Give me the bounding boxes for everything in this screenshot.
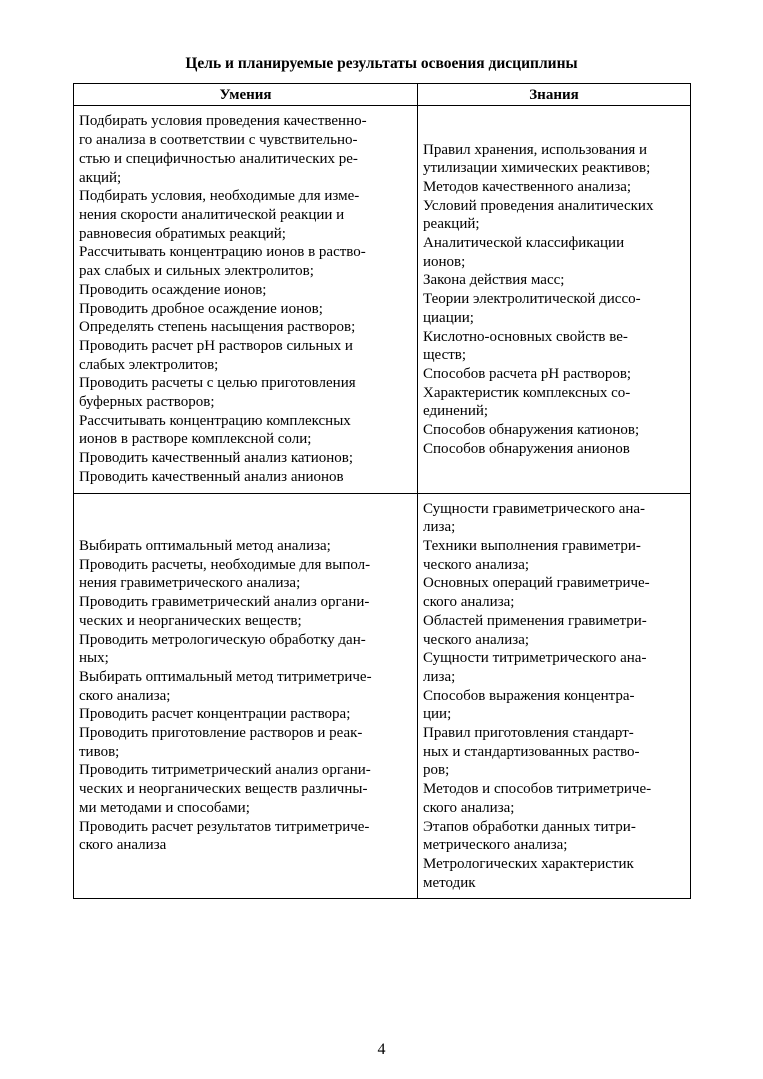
cell-text-line: го анализа в соответствии с чувствительно- (79, 132, 358, 149)
cell-text-line: Проводить приготовление растворов и реак- (79, 725, 363, 742)
cell-text-line: Основных операций гравиметриче- (423, 575, 650, 592)
cell-text-line: ионов в растворе комплексной соли; (79, 431, 312, 448)
cell-text-line: Рассчитывать концентрацию ионов в раство- (79, 244, 366, 261)
table-row (74, 106, 691, 494)
cell-text-line: единений; (423, 403, 489, 420)
skills-cell (74, 106, 418, 494)
cell-text-line: утилизации химических реактивов; (423, 160, 651, 177)
cell-text-line: ского анализа (79, 837, 167, 854)
cell-text-line: Проводить качественный анализ катионов; (79, 450, 354, 467)
cell-text-line: ческих и неорганических веществ; (79, 612, 302, 629)
page-number: 4 (377, 1041, 386, 1058)
table-row (74, 494, 691, 899)
cell-text-line: Кислотно-основных свойств ве- (423, 328, 628, 345)
cell-text-line: Проводить гравиметрический анализ органи- (79, 594, 370, 611)
cell-text-line: нения скорости аналитической реакции и (79, 206, 345, 223)
cell-text-line: Способов выражения концентра- (423, 687, 635, 704)
cell-text-line: буферных растворов; (79, 394, 215, 411)
cell-text-line: Этапов обработки данных титри- (423, 818, 636, 835)
cell-text-line: ции; (423, 706, 452, 723)
cell-text-line: ных и стандартизованных раство- (423, 743, 640, 760)
cell-text-line: методик (423, 874, 476, 891)
cell-text-line: нения гравиметрического анализа; (79, 575, 301, 592)
cell-text-line: ского анализа; (423, 594, 515, 611)
cell-text-line: Сущности титриметрического ана- (423, 650, 647, 667)
cell-text-line: Правил хранения, использования и (423, 141, 648, 158)
cell-text-line: Методов качественного анализа; (423, 178, 632, 195)
cell-text-line: Областей применения гравиметри- (423, 612, 647, 629)
cell-text-line: лиза; (423, 519, 456, 536)
cell-text-line: Выбирать оптимальный метод титриметриче- (79, 668, 372, 685)
cell-text-line: метрического анализа; (423, 837, 568, 854)
cell-text-line: Проводить расчеты, необходимые для выпол- (79, 556, 371, 573)
cell-text-line: ми методами и способами; (79, 799, 250, 816)
cell-text-line: ческого анализа; (423, 556, 530, 573)
cell-text-line: Условий проведения аналитических (423, 197, 654, 214)
cell-text-line: ных; (79, 650, 109, 667)
cell-text-line: слабых электролитов; (79, 356, 219, 373)
cell-text-line: Способов обнаружения анионов (423, 440, 630, 457)
cell-text-line: Подбирать условия проведения качественно- (79, 113, 367, 130)
cell-text-line: Проводить метрологическую обработку дан- (79, 631, 366, 648)
cell-text-line: Метрологических характеристик (423, 855, 634, 872)
cell-text-line: Рассчитывать концентрацию комплексных (79, 412, 351, 429)
goals-table (73, 83, 691, 899)
cell-text-line: ческих и неорганических веществ различны- (79, 781, 368, 798)
cell-text-line: Правил приготовления стандарт- (423, 725, 634, 742)
cell-text-line: Проводить расчеты с целью приготовления (79, 375, 356, 392)
cell-text-line: Проводить расчет концентрации раствора; (79, 706, 351, 723)
header-knowledge: Знания (418, 84, 691, 106)
cell-text-line: Выбирать оптимальный метод анализа; (79, 538, 331, 555)
cell-text-line: Характеристик комплексных со- (423, 384, 631, 401)
cell-text-line: равновесия обратимых реакций; (79, 225, 286, 242)
cell-text-line: стью и специфичностью аналитических ре- (79, 150, 358, 167)
cell-text-line: Проводить дробное осаждение ионов; (79, 300, 323, 317)
cell-text-line: Сущности гравиметрического ана- (423, 500, 646, 517)
cell-text-line: Закона действия масс; (423, 272, 565, 289)
cell-text-line: Аналитической классификации (423, 235, 625, 252)
cell-text-line: ческого анализа; (423, 631, 530, 648)
cell-text-line: Техники выполнения гравиметри- (423, 538, 641, 555)
cell-text-line: Проводить качественный анализ анионов (79, 468, 344, 485)
cell-text-line: Проводить осаждение ионов; (79, 281, 267, 298)
header-skills: Умения (74, 84, 418, 106)
cell-text-line: ществ; (423, 347, 467, 364)
knowledge-cell (418, 106, 691, 494)
cell-text-line: Подбирать условия, необходимые для изме- (79, 188, 360, 205)
cell-text-line: Теории электролитической диссо- (423, 291, 641, 308)
cell-text-line: акций; (79, 169, 122, 186)
cell-text-line: ионов; (423, 253, 466, 270)
skills-cell (74, 494, 418, 899)
page-title: Цель и планируемые результаты освоения дисциплины (185, 55, 578, 72)
cell-text-line: Проводить титриметрический анализ органи- (79, 762, 371, 779)
cell-text-line: Проводить расчет результатов титриметриче- (79, 818, 370, 835)
cell-text-line: ского анализа; (423, 799, 515, 816)
cell-text-line: циации; (423, 309, 474, 326)
cell-text-line: Проводить расчет рН растворов сильных и (79, 337, 353, 354)
cell-text-line: реакций; (423, 216, 480, 233)
knowledge-cell (418, 494, 691, 899)
cell-text-line: тивов; (79, 743, 120, 760)
cell-text-line: ров; (423, 762, 450, 779)
cell-text-line: Способов расчета рН растворов; (423, 365, 632, 382)
cell-text-line: Определять степень насыщения растворов; (79, 319, 356, 336)
table-header-row (74, 84, 691, 106)
cell-text-line: Методов и способов титриметриче- (423, 781, 652, 798)
cell-text-line: рах слабых и сильных электролитов; (79, 263, 314, 280)
cell-text-line: ского анализа; (79, 687, 171, 704)
cell-text-line: Способов обнаружения катионов; (423, 422, 640, 439)
cell-text-line: лиза; (423, 668, 456, 685)
